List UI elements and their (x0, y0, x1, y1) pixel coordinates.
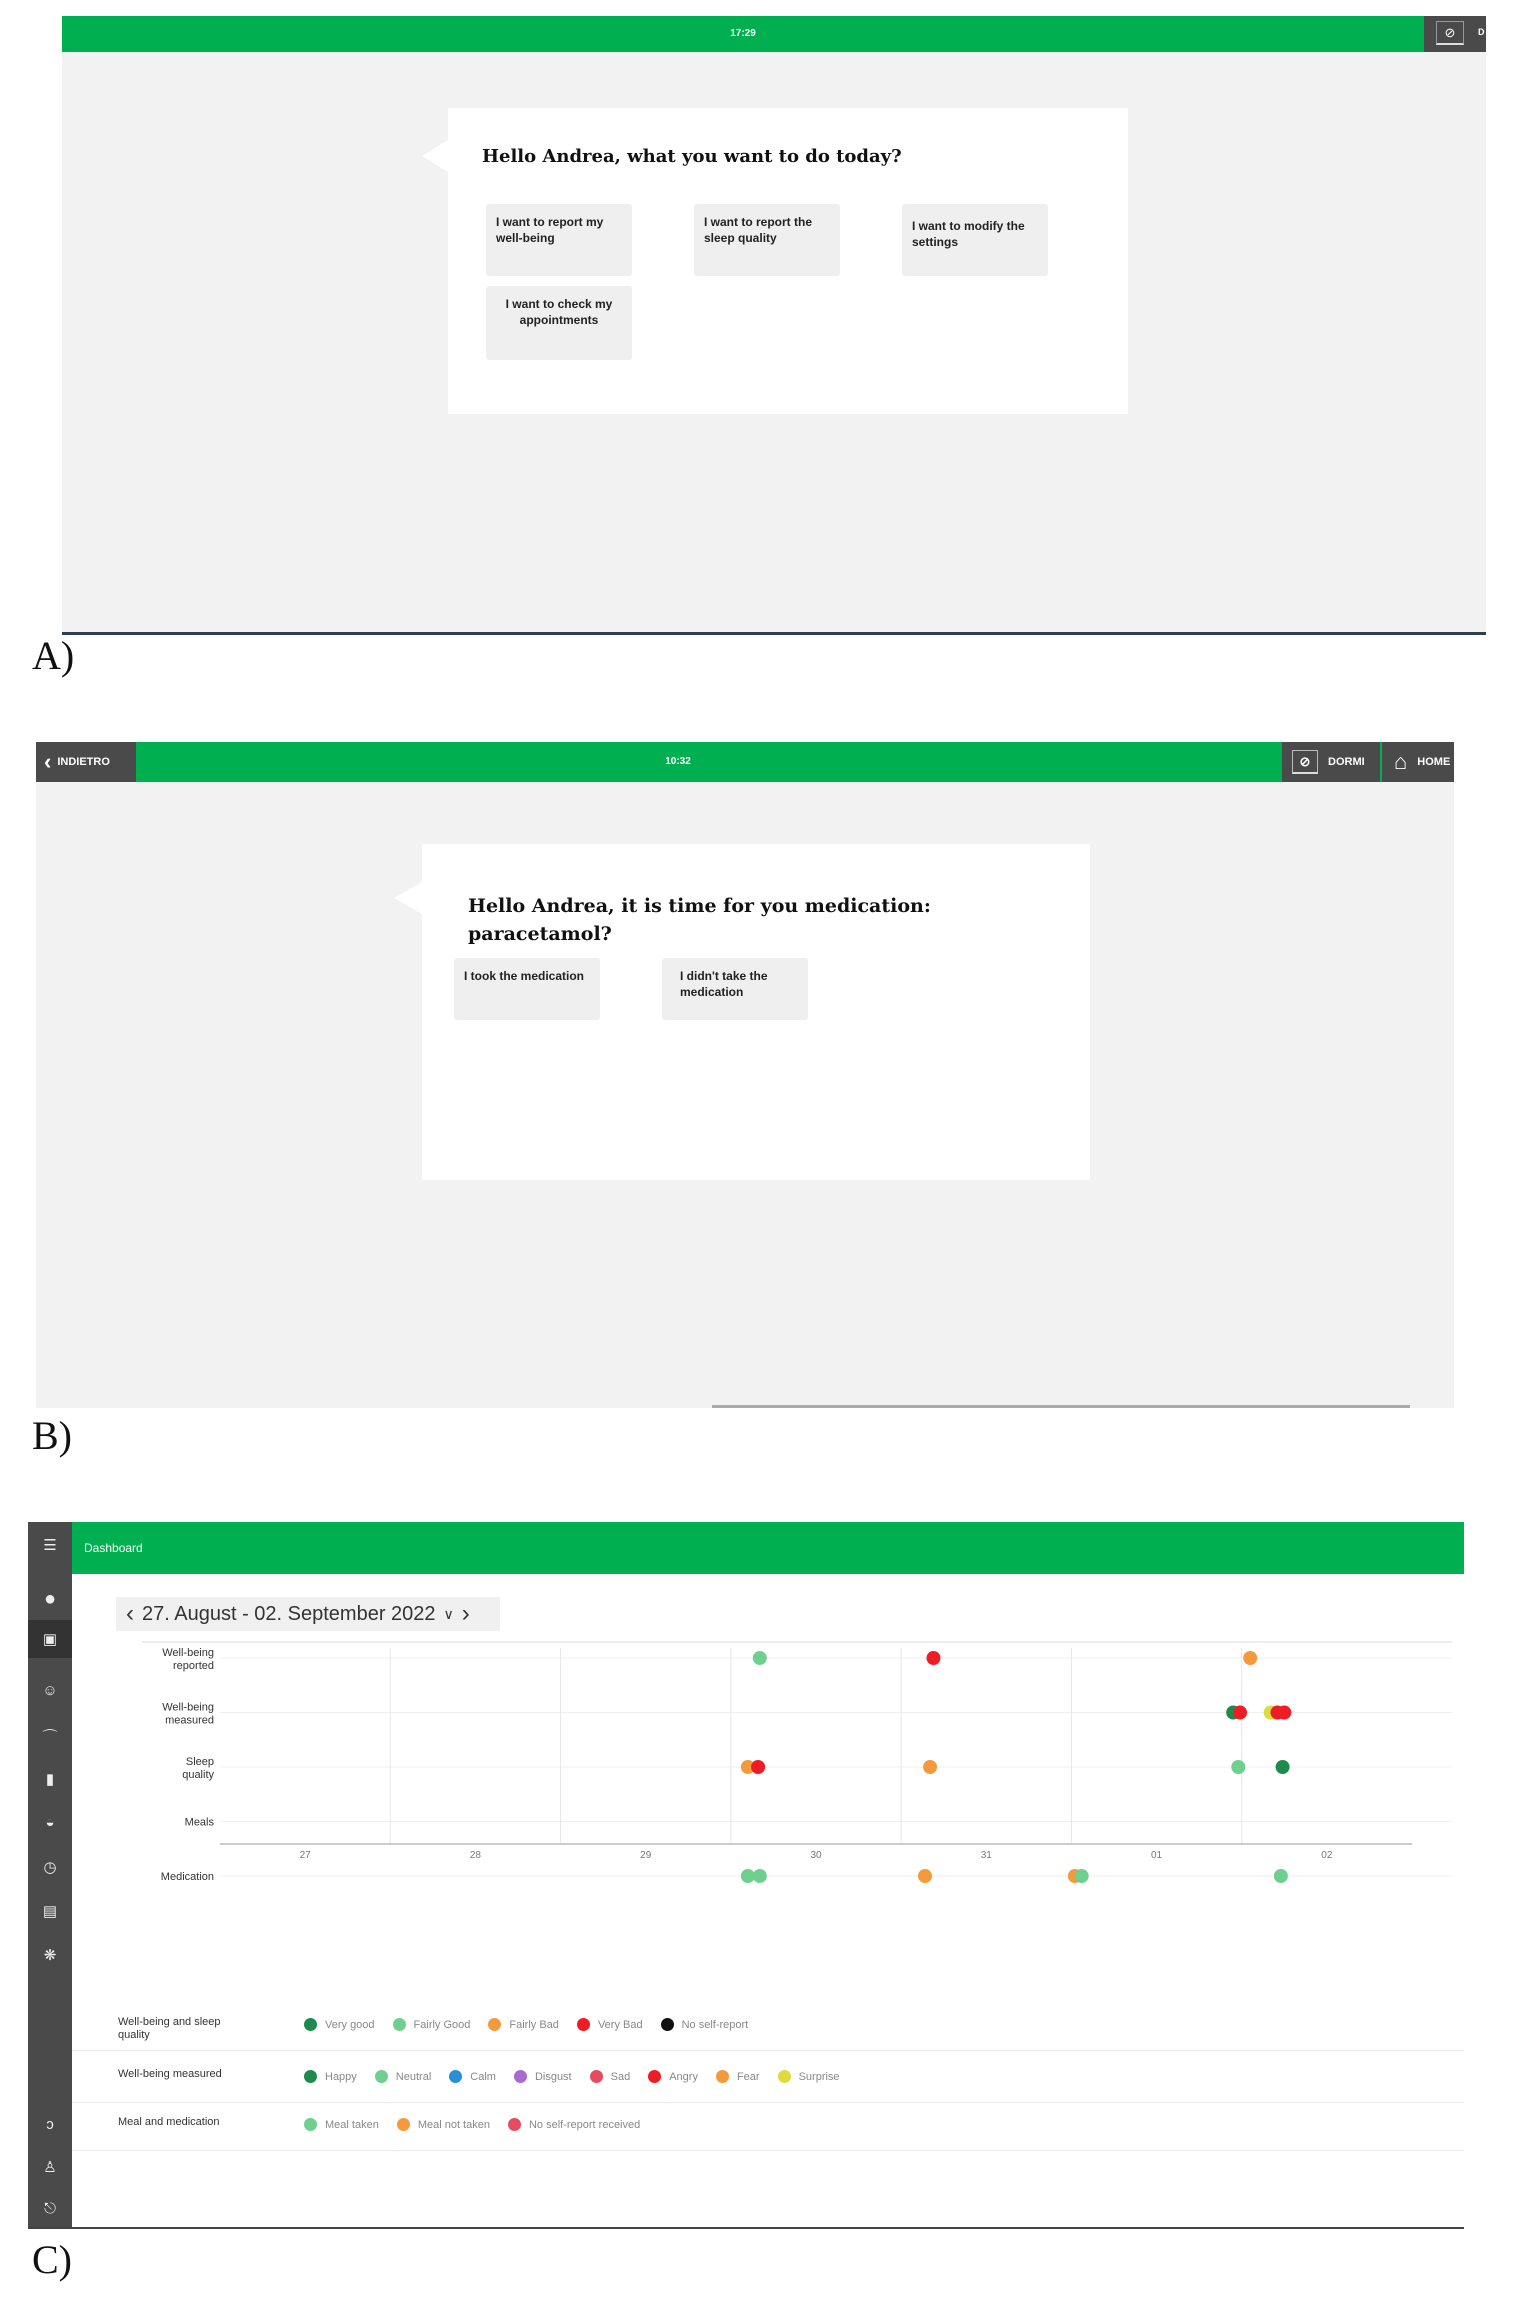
legend-item (716, 2070, 760, 2083)
legend-item (449, 2070, 496, 2083)
x-tick-label: 28 (469, 1850, 481, 1861)
legend-item (648, 2070, 698, 2083)
legend-dot (393, 2018, 406, 2031)
top-bar (62, 16, 1486, 52)
data-point (918, 1869, 932, 1883)
speech-bubble (448, 108, 1128, 414)
trash-icon[interactable]: ▮ (45, 1771, 55, 1788)
legend-dot (488, 2018, 501, 2031)
legend-items (304, 2070, 858, 2083)
legend-item (577, 2018, 643, 2031)
legend-label: Very Bad (597, 2018, 643, 2031)
back-button-label: INDIETRO (57, 756, 110, 768)
legend-dot (508, 2118, 521, 2131)
row-label: Sleep quality (182, 1756, 214, 1781)
top-bar (72, 1522, 1464, 1574)
panel-a-screen (62, 16, 1486, 635)
legend-dot (375, 2070, 388, 2083)
legend-item (508, 2118, 640, 2131)
data-point (923, 1760, 937, 1774)
agenda-icon[interactable]: ▤ (42, 1903, 58, 1920)
x-tick-label: 30 (810, 1850, 822, 1861)
data-point (753, 1651, 767, 1665)
legend-item (397, 2118, 490, 2131)
legend-item (778, 2070, 840, 2083)
legend-dot (514, 2070, 527, 2083)
legend-item (514, 2070, 572, 2083)
legend-row (72, 2054, 1464, 2103)
scrollbar[interactable] (712, 1405, 1410, 1408)
legend-label: Sad (610, 2070, 631, 2083)
legend-row-title: Well-being and sleep quality (118, 2016, 221, 2041)
legend-item (304, 2118, 379, 2131)
row-label: Well-being measured (162, 1701, 214, 1727)
speech-bubble-tail (422, 140, 448, 172)
legend-dot (397, 2118, 410, 2131)
legend-label: Fairly Bad (509, 2018, 559, 2031)
legend-label: Very good (325, 2018, 375, 2031)
meals-icon[interactable]: ◒ (45, 1814, 55, 1831)
legend-label: Fear (736, 2070, 760, 2083)
legend-dot (648, 2070, 661, 2083)
home-icon: ⌂ (1394, 749, 1408, 774)
pills-icon[interactable]: ❋ (43, 1947, 57, 1964)
eye-off-icon: ⊘ (1436, 21, 1464, 45)
legend-dot (716, 2070, 729, 2083)
clock: 17:29 (730, 28, 756, 39)
option-check-appointments[interactable]: I want to check my appointments (486, 286, 632, 360)
sidebar (28, 1522, 72, 2227)
speech-bubble-tail (394, 882, 422, 914)
mood-icon[interactable]: ☺ (42, 1682, 58, 1699)
timeline-chart (72, 1640, 1464, 1980)
clock-icon[interactable]: ◷ (43, 1859, 57, 1876)
legend-label: Neutral (395, 2070, 432, 2083)
data-point (1276, 1760, 1290, 1774)
data-point (741, 1869, 755, 1883)
date-navigator (116, 1597, 500, 1631)
legend-dot (577, 2018, 590, 2031)
menu-icon[interactable]: ☰ (43, 1537, 57, 1554)
legend-row (72, 2102, 1464, 2151)
data-point (751, 1760, 765, 1774)
next-week-button[interactable]: › (461, 1600, 470, 1627)
sleep-button-label: DORMI (1328, 756, 1365, 768)
legend-label: No self-report (681, 2018, 749, 2031)
legend-label: Meal taken (325, 2118, 379, 2131)
calendar-icon[interactable]: ▣ (28, 1620, 72, 1658)
row-label: Medication (160, 1871, 214, 1883)
legend-label: Calm (470, 2070, 496, 2083)
legend-dot (661, 2018, 674, 2031)
option-report-wellbeing[interactable]: I want to report my well-being (486, 204, 632, 276)
option-modify-settings[interactable]: I want to modify the settings (902, 204, 1048, 276)
legend-item (375, 2070, 431, 2083)
date-range[interactable]: 27. August - 02. September 2022 (142, 1602, 436, 1625)
option-did-not-take-medication[interactable]: I didn't take the medication (662, 958, 808, 1020)
assistant-question: Hello Andrea, what you want to do today? (482, 146, 902, 167)
data-point (1274, 1869, 1288, 1883)
avatar-icon[interactable]: ● (43, 1588, 57, 1610)
legend-item (488, 2018, 559, 2031)
legend-row (72, 2002, 1464, 2051)
logout-icon[interactable]: ⎋ (44, 2200, 56, 2217)
x-tick-label: 27 (299, 1850, 311, 1861)
data-point (1277, 1706, 1291, 1720)
legend-label: Surprise (798, 2070, 840, 2083)
legend-item (304, 2070, 357, 2083)
stethoscope-icon[interactable]: ɔ (46, 2116, 54, 2133)
legend-item (661, 2018, 749, 2031)
legend-item (590, 2070, 631, 2083)
previous-week-button[interactable]: ‹ (126, 1600, 134, 1627)
panel-b-screen (36, 742, 1454, 1408)
caption-c: C) (32, 2237, 72, 2282)
page-title: Dashboard (84, 1541, 143, 1555)
caption-a: A) (32, 633, 75, 678)
row-label: Well-being reported (162, 1647, 214, 1672)
sleep-button[interactable] (1282, 742, 1380, 782)
data-point (926, 1651, 940, 1665)
caption-b: B) (32, 1413, 72, 1458)
legend-label: Happy (325, 2070, 357, 2083)
legend-dot (304, 2070, 317, 2083)
legend-dot (778, 2070, 791, 2083)
legend-dot (449, 2070, 462, 2083)
x-tick-label: 02 (1321, 1850, 1333, 1861)
clock: 10:32 (665, 756, 691, 767)
speech-bubble (422, 844, 1090, 1180)
legend-label: No self-report received (528, 2118, 641, 2131)
legend-label: Disgust (534, 2070, 572, 2083)
data-point (1075, 1869, 1089, 1883)
privacy-button[interactable] (1424, 16, 1486, 52)
back-button[interactable] (36, 742, 136, 782)
user-icon[interactable]: ♙ (43, 2159, 57, 2176)
chevron-down-icon[interactable]: ∨ (443, 1605, 454, 1622)
eye-off-icon: ⊘ (1292, 750, 1318, 774)
x-tick-label: 29 (640, 1850, 652, 1861)
legend-item (393, 2018, 471, 2031)
legend-items (304, 2018, 766, 2031)
row-label: Meals (184, 1816, 214, 1829)
data-point (1231, 1760, 1245, 1774)
home-button-label: HOME (1417, 756, 1451, 768)
legend-item (304, 2018, 375, 2031)
option-took-medication[interactable]: I took the medication (454, 958, 600, 1020)
top-bar (36, 742, 1454, 782)
home-button[interactable] (1382, 742, 1454, 782)
legend-dot (304, 2118, 317, 2131)
legend-dot (304, 2018, 317, 2031)
option-report-sleep[interactable]: I want to report the sleep quality (694, 204, 840, 276)
legend-label: Angry (669, 2070, 698, 2083)
assistant-question: Hello Andrea, it is time for you medication: paracetamol? (468, 895, 931, 945)
x-tick-label: 01 (1151, 1850, 1163, 1861)
legend-items (304, 2118, 658, 2131)
legend-row-title: Well-being measured (118, 2068, 222, 2080)
privacy-button-label: D (1478, 27, 1485, 37)
panel-c-dashboard (28, 1522, 1464, 2229)
data-point (1233, 1706, 1247, 1720)
legend-label: Meal not taken (417, 2118, 490, 2131)
sleep-icon[interactable]: ⌒ (42, 1729, 58, 1746)
chevron-left-icon: ‹ (44, 749, 52, 774)
data-point (753, 1869, 767, 1883)
x-tick-label: 31 (980, 1850, 992, 1861)
legend-dot (590, 2070, 603, 2083)
data-point (1243, 1651, 1257, 1665)
legend-row-title: Meal and medication (118, 2116, 220, 2128)
legend-label: Fairly Good (413, 2018, 471, 2031)
